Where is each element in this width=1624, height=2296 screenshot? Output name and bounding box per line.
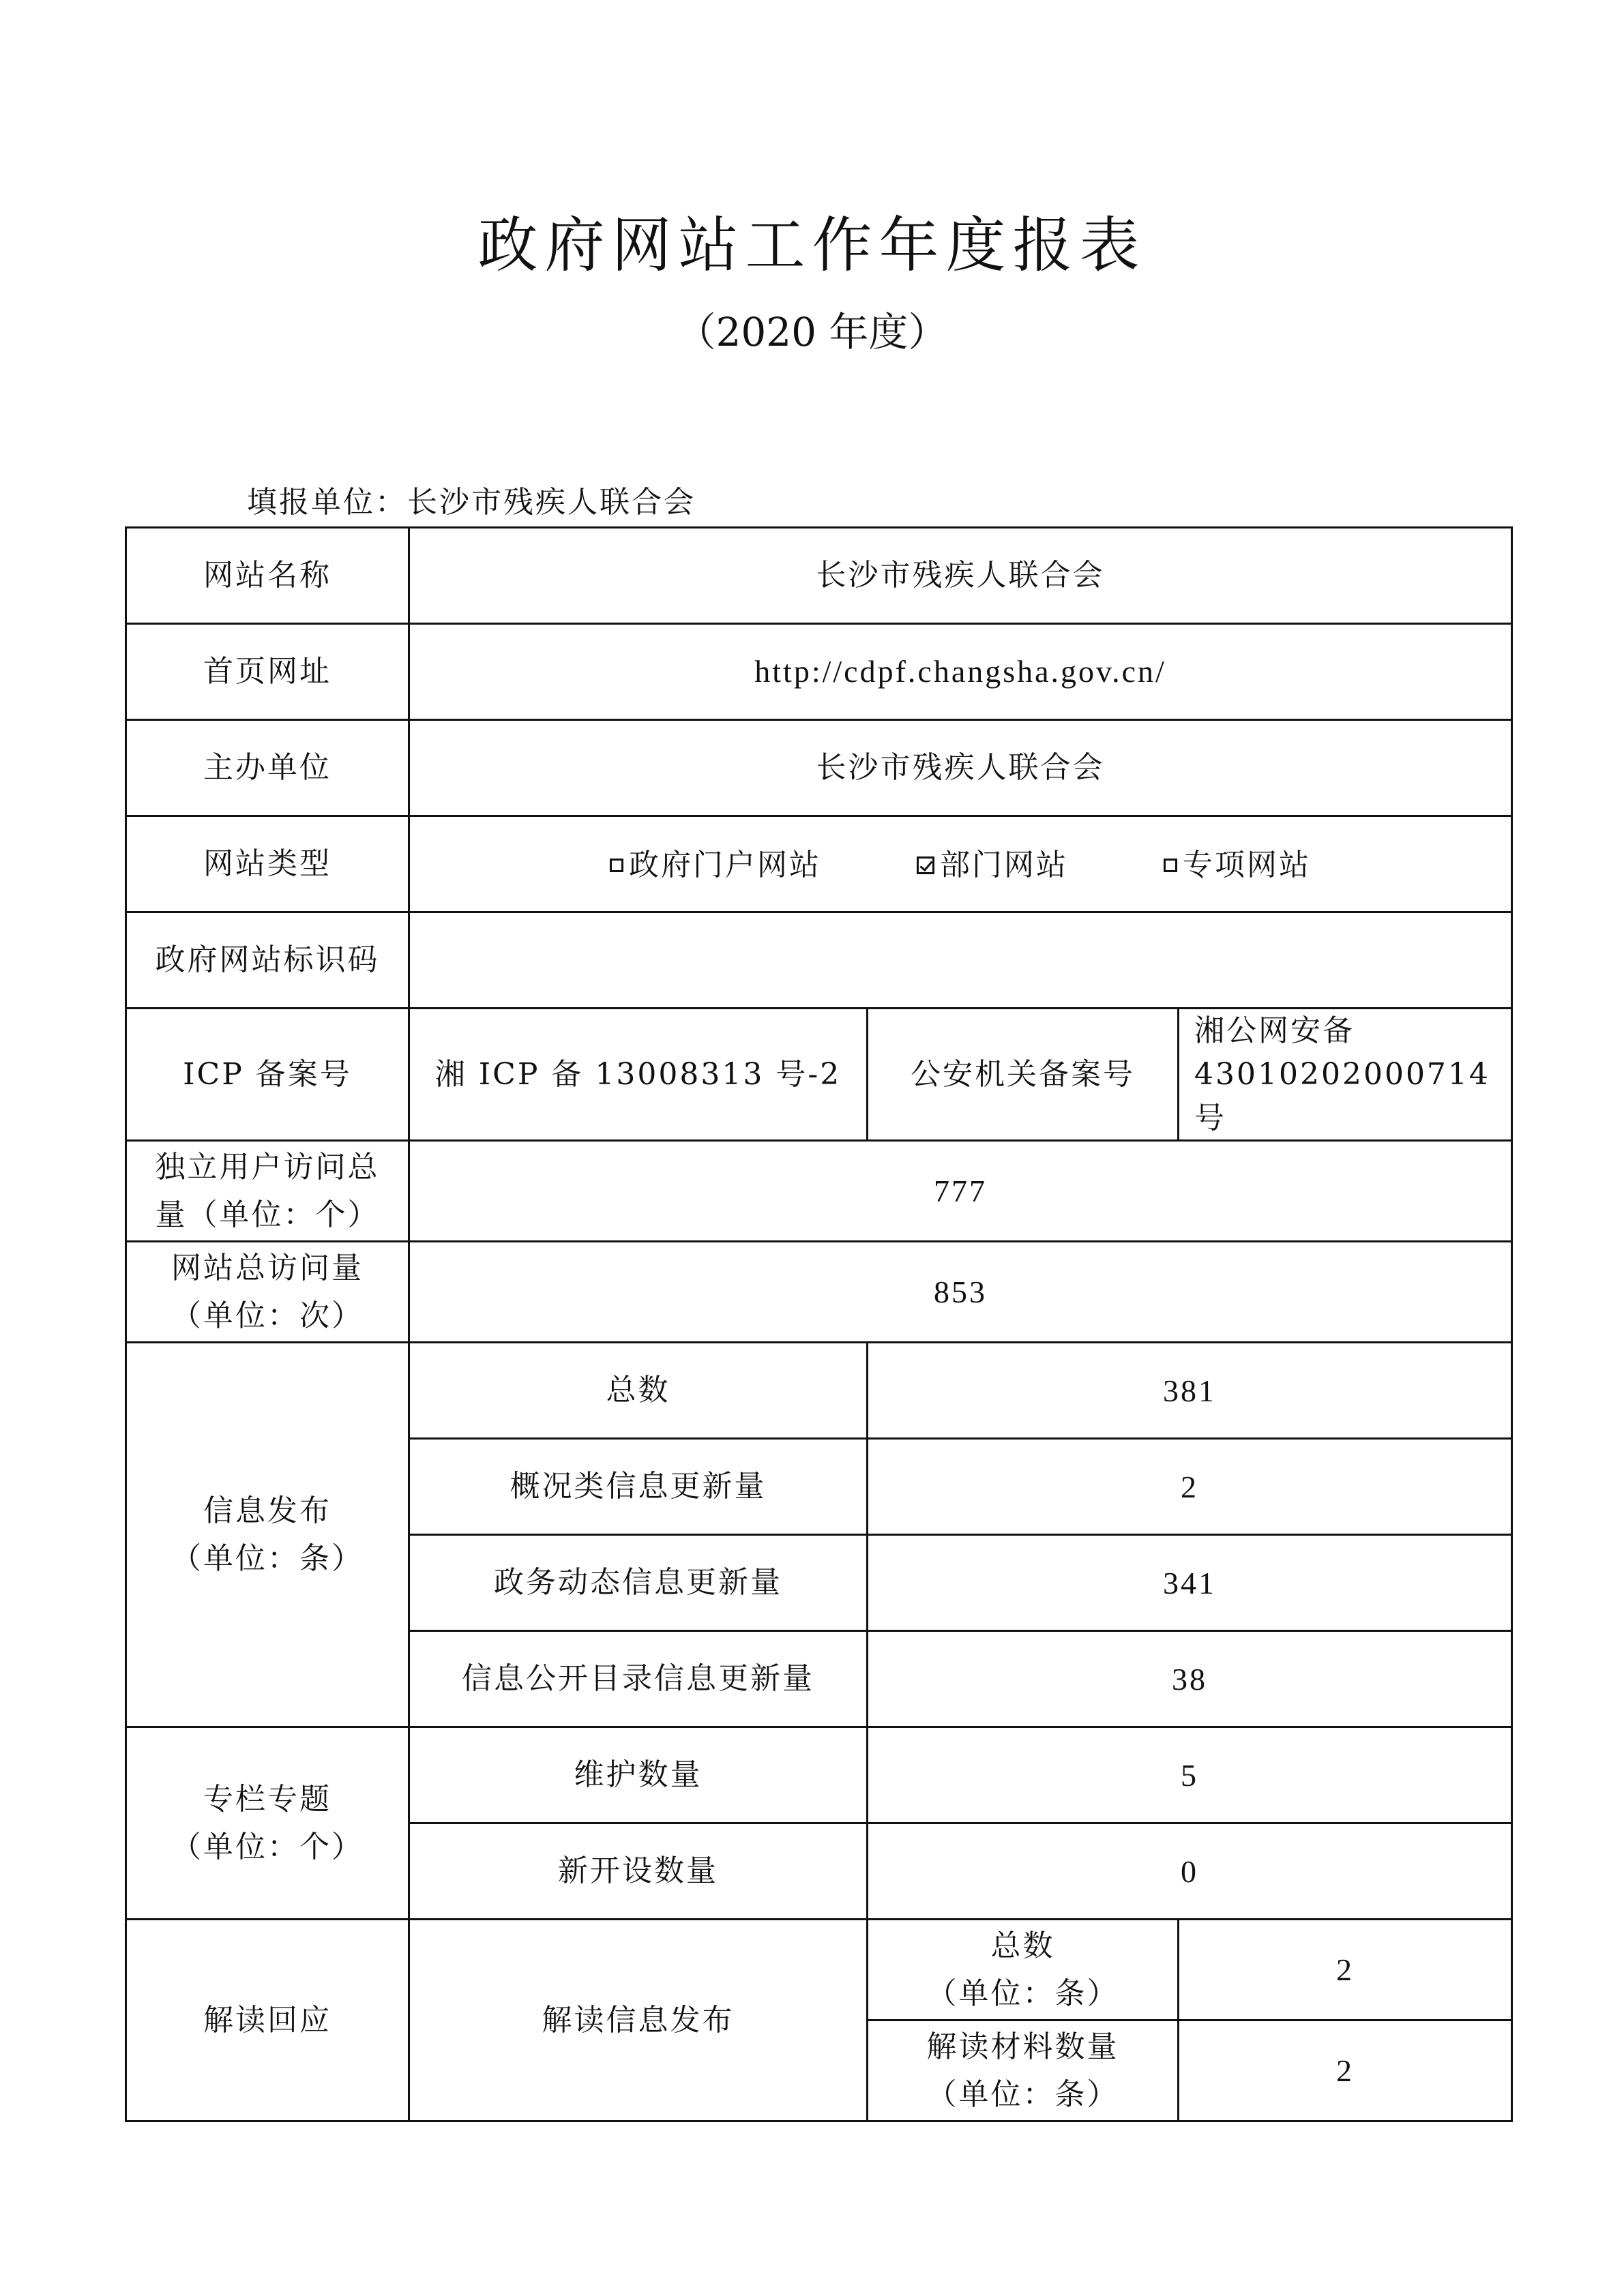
row-site-code: [126, 912, 1512, 1009]
info-news-label: 政务动态信息更新量: [409, 1535, 868, 1631]
row-icp: [126, 1009, 1512, 1141]
option-department[interactable]: [917, 841, 1068, 889]
option-special-label: 专项网站: [1183, 847, 1312, 882]
site-code-value: [409, 912, 1512, 1009]
columns-label-line1: 专栏专题: [203, 1781, 331, 1817]
info-publish-label-line1: 信息发布: [203, 1493, 331, 1528]
info-overview-value: 2: [868, 1439, 1512, 1535]
row-homepage: [126, 624, 1512, 720]
site-type-label: 网站类型: [126, 816, 409, 912]
row-total-visits: [126, 1242, 1512, 1343]
police-record-line2: 43010202000714 号: [1194, 1056, 1490, 1135]
columns-new-label: 新开设数量: [409, 1823, 868, 1920]
report-table: [125, 526, 1513, 2122]
site-name-value: 长沙市残疾人联合会: [409, 528, 1512, 624]
interp-total-value: 2: [1179, 1920, 1512, 2021]
icp-value: 湘 ICP 备 13008313 号-2: [409, 1009, 868, 1141]
row-host-unit: [126, 720, 1512, 816]
checkbox-checked-icon[interactable]: [917, 856, 934, 874]
interp-materials-label-line1: 解读材料数量: [926, 2029, 1119, 2064]
unique-visitors-value: 777: [409, 1141, 1512, 1242]
police-record-line1: 湘公网安备: [1194, 1013, 1355, 1048]
total-visits-label: [126, 1242, 409, 1343]
page-title: 政府网站工作年度报表: [477, 210, 1147, 280]
option-portal[interactable]: [610, 841, 821, 889]
interpretation-sub-label: 解读信息发布: [409, 1920, 868, 2121]
host-unit-label: 主办单位: [126, 720, 409, 816]
option-department-label: 部门网站: [940, 847, 1069, 882]
info-news-value: 341: [868, 1535, 1512, 1631]
homepage-label: 首页网址: [126, 624, 409, 720]
site-type-options: [409, 816, 1512, 912]
site-code-label: 政府网站标识码: [126, 912, 409, 1009]
interpretation-label: 解读回应: [126, 1920, 409, 2121]
option-portal-label: 政府门户网站: [629, 847, 822, 882]
columns-label: [126, 1727, 409, 1920]
unique-visitors-label: [126, 1141, 409, 1242]
checkbox-empty-icon[interactable]: [610, 859, 623, 872]
police-record-label: 公安机关备案号: [868, 1009, 1179, 1141]
row-columns-maintained: [126, 1727, 1512, 1823]
columns-maintained-value: 5: [868, 1727, 1512, 1823]
info-total-value: 381: [868, 1343, 1512, 1439]
columns-label-line2: （单位：个）: [171, 1829, 364, 1864]
unique-visitors-label-line1: 独立用户访问总: [155, 1149, 380, 1184]
info-total-label: 总数: [409, 1343, 868, 1439]
total-visits-label-line1: 网站总访问量: [171, 1250, 364, 1285]
info-overview-label: 概况类信息更新量: [409, 1439, 868, 1535]
checkbox-empty-icon[interactable]: [1164, 859, 1177, 872]
total-visits-label-line2: （单位：次）: [171, 1298, 364, 1333]
icp-label: ICP 备案号: [126, 1009, 409, 1141]
row-info-total: [126, 1343, 1512, 1439]
option-special[interactable]: [1164, 841, 1311, 889]
interp-materials-value: 2: [1179, 2021, 1512, 2121]
row-unique-visitors: [126, 1141, 1512, 1242]
interp-materials-label: [868, 2021, 1179, 2121]
site-name-label: 网站名称: [126, 528, 409, 624]
columns-new-value: 0: [868, 1823, 1512, 1920]
reporting-unit: 填报单位：长沙市残疾人联合会: [247, 485, 696, 520]
interp-total-label-line2: （单位：条）: [926, 1976, 1119, 2011]
interp-materials-label-line2: （单位：条）: [926, 2076, 1119, 2112]
host-unit-value: 长沙市残疾人联合会: [409, 720, 1512, 816]
police-record-value: [1179, 1009, 1512, 1141]
info-catalog-value: 38: [868, 1631, 1512, 1727]
columns-maintained-label: 维护数量: [409, 1727, 868, 1823]
page-subtitle: （2020 年度）: [676, 309, 948, 355]
info-publish-label: [126, 1343, 409, 1727]
unique-visitors-label-line2: 量（单位：个）: [155, 1197, 380, 1232]
row-interp-total: [126, 1920, 1512, 2021]
info-catalog-label: 信息公开目录信息更新量: [409, 1631, 868, 1727]
interp-total-label: [868, 1920, 1179, 2021]
homepage-url[interactable]: http://cdpf.changsha.gov.cn/: [409, 624, 1512, 720]
total-visits-value: 853: [409, 1242, 1512, 1343]
interp-total-label-line1: 总数: [990, 1928, 1055, 1963]
row-site-type: [126, 816, 1512, 912]
info-publish-label-line2: （单位：条）: [171, 1540, 364, 1576]
row-site-name: [126, 528, 1512, 624]
